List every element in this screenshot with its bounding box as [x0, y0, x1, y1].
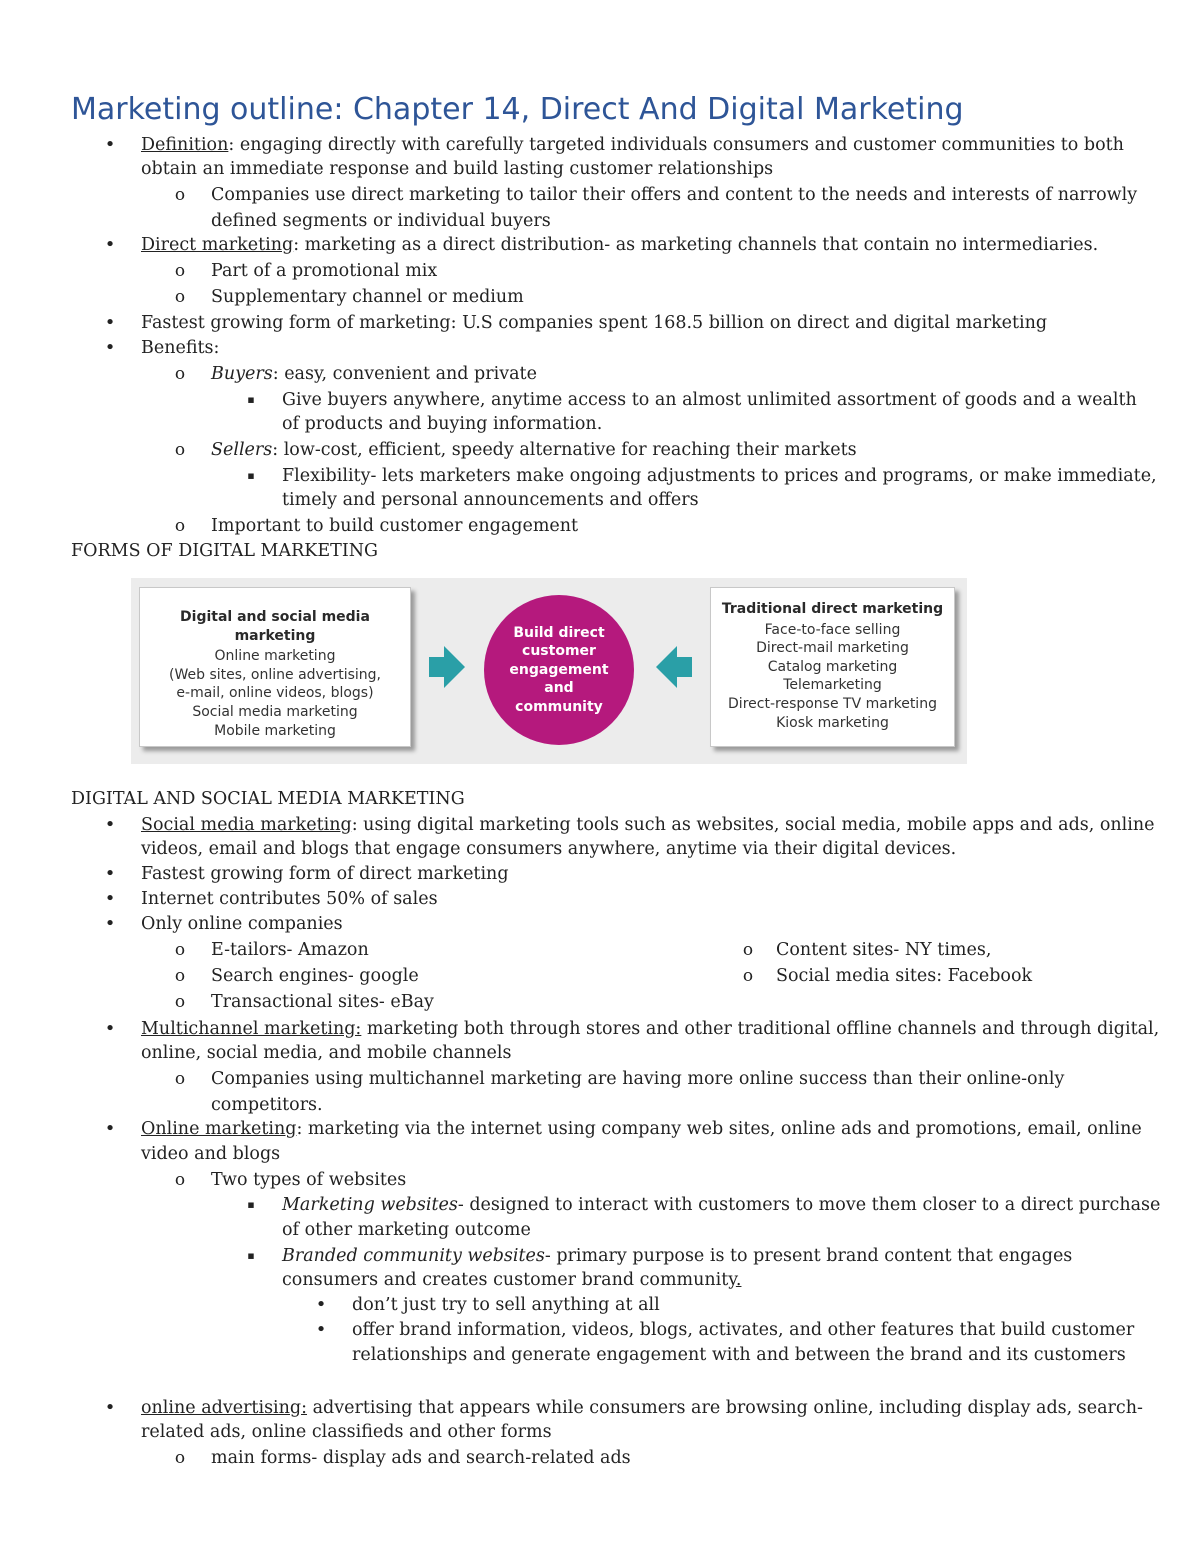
branded-community-text: - primary purpose is to present brand content that engages — [544, 1246, 1073, 1266]
buyers-item — [211, 362, 537, 386]
bullet-marker: • — [315, 1319, 327, 1340]
digital-social-title: Digital and social media marketing — [180, 609, 370, 644]
traditional-direct-box — [710, 587, 955, 747]
bullet-marker: • — [104, 913, 116, 934]
social-media-line-2: videos, email and blogs that engage consumers anywhere, anytime via their digital devices. — [141, 839, 957, 859]
branded-community-term: Branded community websites — [282, 1246, 545, 1266]
digital-social-item: Mobile marketing — [214, 722, 336, 739]
fastest-direct-item: Fastest growing form of direct marketing — [141, 864, 509, 884]
circle-marker: o — [174, 261, 186, 281]
bullet-marker: • — [104, 312, 116, 333]
direct-marketing-term: Direct marketing — [141, 235, 294, 255]
multichannel-sub-item-2: competitors. — [211, 1095, 323, 1115]
bullet-marker: • — [104, 234, 116, 255]
etailors-item: E-tailors- Amazon — [211, 940, 369, 960]
offer-brand-item-2: relationships and generate engagement with and between the brand and its customers — [352, 1345, 1126, 1365]
traditional-item: Catalog marketing — [767, 658, 898, 675]
internet-sales-item: Internet contributes 50% of sales — [141, 889, 438, 909]
definition-line — [141, 133, 1124, 157]
square-marker: ▪ — [247, 469, 255, 482]
multichannel-line-2: online, social media, and mobile channels — [141, 1043, 512, 1063]
multichannel-term: Multichannel marketing: — [141, 1019, 362, 1039]
online-advertising-term: online advertising: — [141, 1398, 308, 1418]
branded-community-item — [282, 1244, 1072, 1268]
fastest-growing-item: Fastest growing form of marketing: U.S companies spent 168.5 billion on direct and digital marketing — [141, 313, 1048, 333]
multichannel-text: marketing both through stores and other traditional offline channels and through digital, — [361, 1019, 1160, 1039]
customer-engagement-circle — [484, 595, 634, 745]
circle-marker: o — [742, 940, 754, 960]
circle-marker: o — [174, 966, 186, 986]
traditional-item: Direct-response TV marketing — [728, 695, 937, 712]
circle-marker: o — [174, 287, 186, 307]
content-sites-item: Content sites- NY times, — [776, 940, 992, 960]
social-media-text: : using digital marketing tools such as websites, social media, mobile apps and ads, online — [351, 815, 1155, 835]
circle-marker: o — [174, 992, 186, 1012]
circle-marker: o — [174, 1448, 186, 1468]
marketing-websites-item-2: of other marketing outcome — [282, 1220, 531, 1240]
bullet-marker: • — [104, 1397, 116, 1418]
benefits-item: Benefits: — [141, 338, 220, 358]
circle-marker: o — [174, 440, 186, 460]
circle-marker: o — [174, 364, 186, 384]
engagement-item: Important to build customer engagement — [211, 516, 579, 536]
online-advertising-text: advertising that appears while consumers are browsing online, including display ads, search- — [307, 1398, 1143, 1418]
sellers-text: : low-cost, efficient, speedy alternative for reaching their markets — [272, 440, 857, 460]
bullet-marker: • — [104, 863, 116, 884]
branded-community-period: . — [735, 1270, 742, 1290]
marketing-websites-term: Marketing websites — [282, 1195, 458, 1215]
offer-brand-item: offer brand information, videos, blogs, activates, and other features that build customer — [352, 1320, 1135, 1340]
direct-marketing-line — [141, 233, 1098, 257]
traditional-direct-title: Traditional direct marketing — [721, 601, 944, 617]
circle-marker: o — [174, 940, 186, 960]
sellers-term: Sellers — [211, 440, 273, 460]
main-forms-item: main forms- display ads and search-related ads — [211, 1448, 631, 1468]
dont-sell-item: don’t just try to sell anything at all — [352, 1295, 660, 1315]
traditional-item: Telemarketing — [783, 677, 882, 694]
online-marketing-term: Online marketing — [141, 1119, 297, 1139]
circle-marker: o — [174, 516, 186, 536]
circle-marker: o — [174, 185, 186, 205]
left-arrow-icon — [654, 644, 694, 690]
branded-community-text-2: consumers and creates customer brand community — [282, 1270, 736, 1290]
circle-marker: o — [174, 1069, 186, 1089]
circle-line: customer — [522, 643, 596, 660]
buyers-sub-item: Give buyers anywhere, anytime access to an almost unlimited assortment of goods and a wealth — [282, 390, 1137, 410]
bullet-marker: • — [104, 1118, 116, 1139]
social-sites-item: Social media sites: Facebook — [776, 966, 1033, 986]
circle-line: community — [515, 698, 603, 715]
companies-line: Companies use direct marketing to tailor their offers and content to the needs and interests of narrowly — [211, 185, 1138, 205]
online-marketing-text: : marketing via the internet using company web sites, online ads and promotions, email, online — [296, 1119, 1142, 1139]
digital-social-item: Social media marketing — [192, 703, 358, 720]
digital-social-item: Online marketing — [214, 648, 336, 665]
definition-term: Definition — [141, 135, 229, 155]
flexibility-item-2: timely and personal announcements and offers — [282, 490, 699, 510]
page-title: Marketing outline: Chapter 14, Direct And Digital Marketing — [71, 92, 964, 127]
forms-heading: FORMS OF DIGITAL MARKETING — [71, 541, 379, 561]
social-media-line — [141, 813, 1155, 837]
forms-figure — [131, 578, 967, 764]
square-marker: ▪ — [247, 1198, 255, 1211]
multichannel-sub-item: Companies using multichannel marketing are having more online success than their online-only — [211, 1069, 1065, 1089]
branded-community-item-2 — [282, 1268, 741, 1292]
circle-marker: o — [742, 966, 754, 986]
flexibility-item: Flexibility- lets marketers make ongoing adjustments to prices and programs, or make immediate, — [282, 466, 1157, 486]
traditional-item: Kiosk marketing — [776, 714, 889, 731]
online-advertising-line-2: related ads, online classifieds and other forms — [141, 1422, 552, 1442]
social-media-term: Social media marketing — [141, 815, 352, 835]
marketing-websites-item — [282, 1193, 1160, 1217]
circle-marker: o — [174, 1170, 186, 1190]
digital-social-box — [139, 587, 411, 747]
buyers-text: : easy, convenient and private — [272, 364, 537, 384]
digital-social-item: e-mail, online videos, blogs) — [176, 685, 374, 702]
only-online-item: Only online companies — [141, 914, 343, 934]
circle-line: engagement — [509, 661, 609, 678]
bullet-marker: • — [104, 1018, 116, 1039]
bullet-marker: • — [104, 888, 116, 909]
bullet-marker: • — [104, 337, 116, 358]
buyers-term: Buyers — [211, 364, 273, 384]
online-marketing-line-2: video and blogs — [141, 1144, 281, 1164]
right-arrow-icon — [427, 644, 467, 690]
supplementary-item: Supplementary channel or medium — [211, 287, 524, 307]
direct-marketing-text: : marketing as a direct distribution- as marketing channels that contain no intermediaries. — [293, 235, 1099, 255]
square-marker: ▪ — [247, 393, 255, 406]
online-marketing-line — [141, 1117, 1142, 1141]
square-marker: ▪ — [247, 1249, 255, 1262]
traditional-item: Direct-mail marketing — [756, 640, 909, 657]
transactional-item: Transactional sites- eBay — [211, 992, 434, 1012]
online-advertising-line — [141, 1396, 1143, 1420]
sellers-item — [211, 438, 857, 462]
promotional-mix-item: Part of a promotional mix — [211, 261, 438, 281]
traditional-item: Face-to-face selling — [764, 621, 901, 638]
bullet-marker: • — [104, 134, 116, 155]
digital-social-item: (Web sites, online advertising, — [169, 666, 381, 683]
bullet-marker: • — [104, 814, 116, 835]
bullet-marker: • — [315, 1294, 327, 1315]
buyers-sub-item-2: of products and buying information. — [282, 414, 603, 434]
definition-text: : engaging directly with carefully targeted individuals consumers and customer communities to both — [228, 135, 1124, 155]
search-engines-item: Search engines- google — [211, 966, 419, 986]
website-types-item: Two types of websites — [211, 1170, 407, 1190]
marketing-websites-text: - designed to interact with customers to move them closer to a direct purchase — [457, 1195, 1161, 1215]
companies-line-2: defined segments or individual buyers — [211, 211, 551, 231]
digital-social-heading: DIGITAL AND SOCIAL MEDIA MARKETING — [71, 789, 465, 809]
circle-line: and — [544, 680, 574, 697]
definition-line-2: obtain an immediate response and build lasting customer relationships — [141, 159, 774, 179]
multichannel-line — [141, 1017, 1159, 1041]
circle-line: Build direct — [513, 624, 605, 641]
